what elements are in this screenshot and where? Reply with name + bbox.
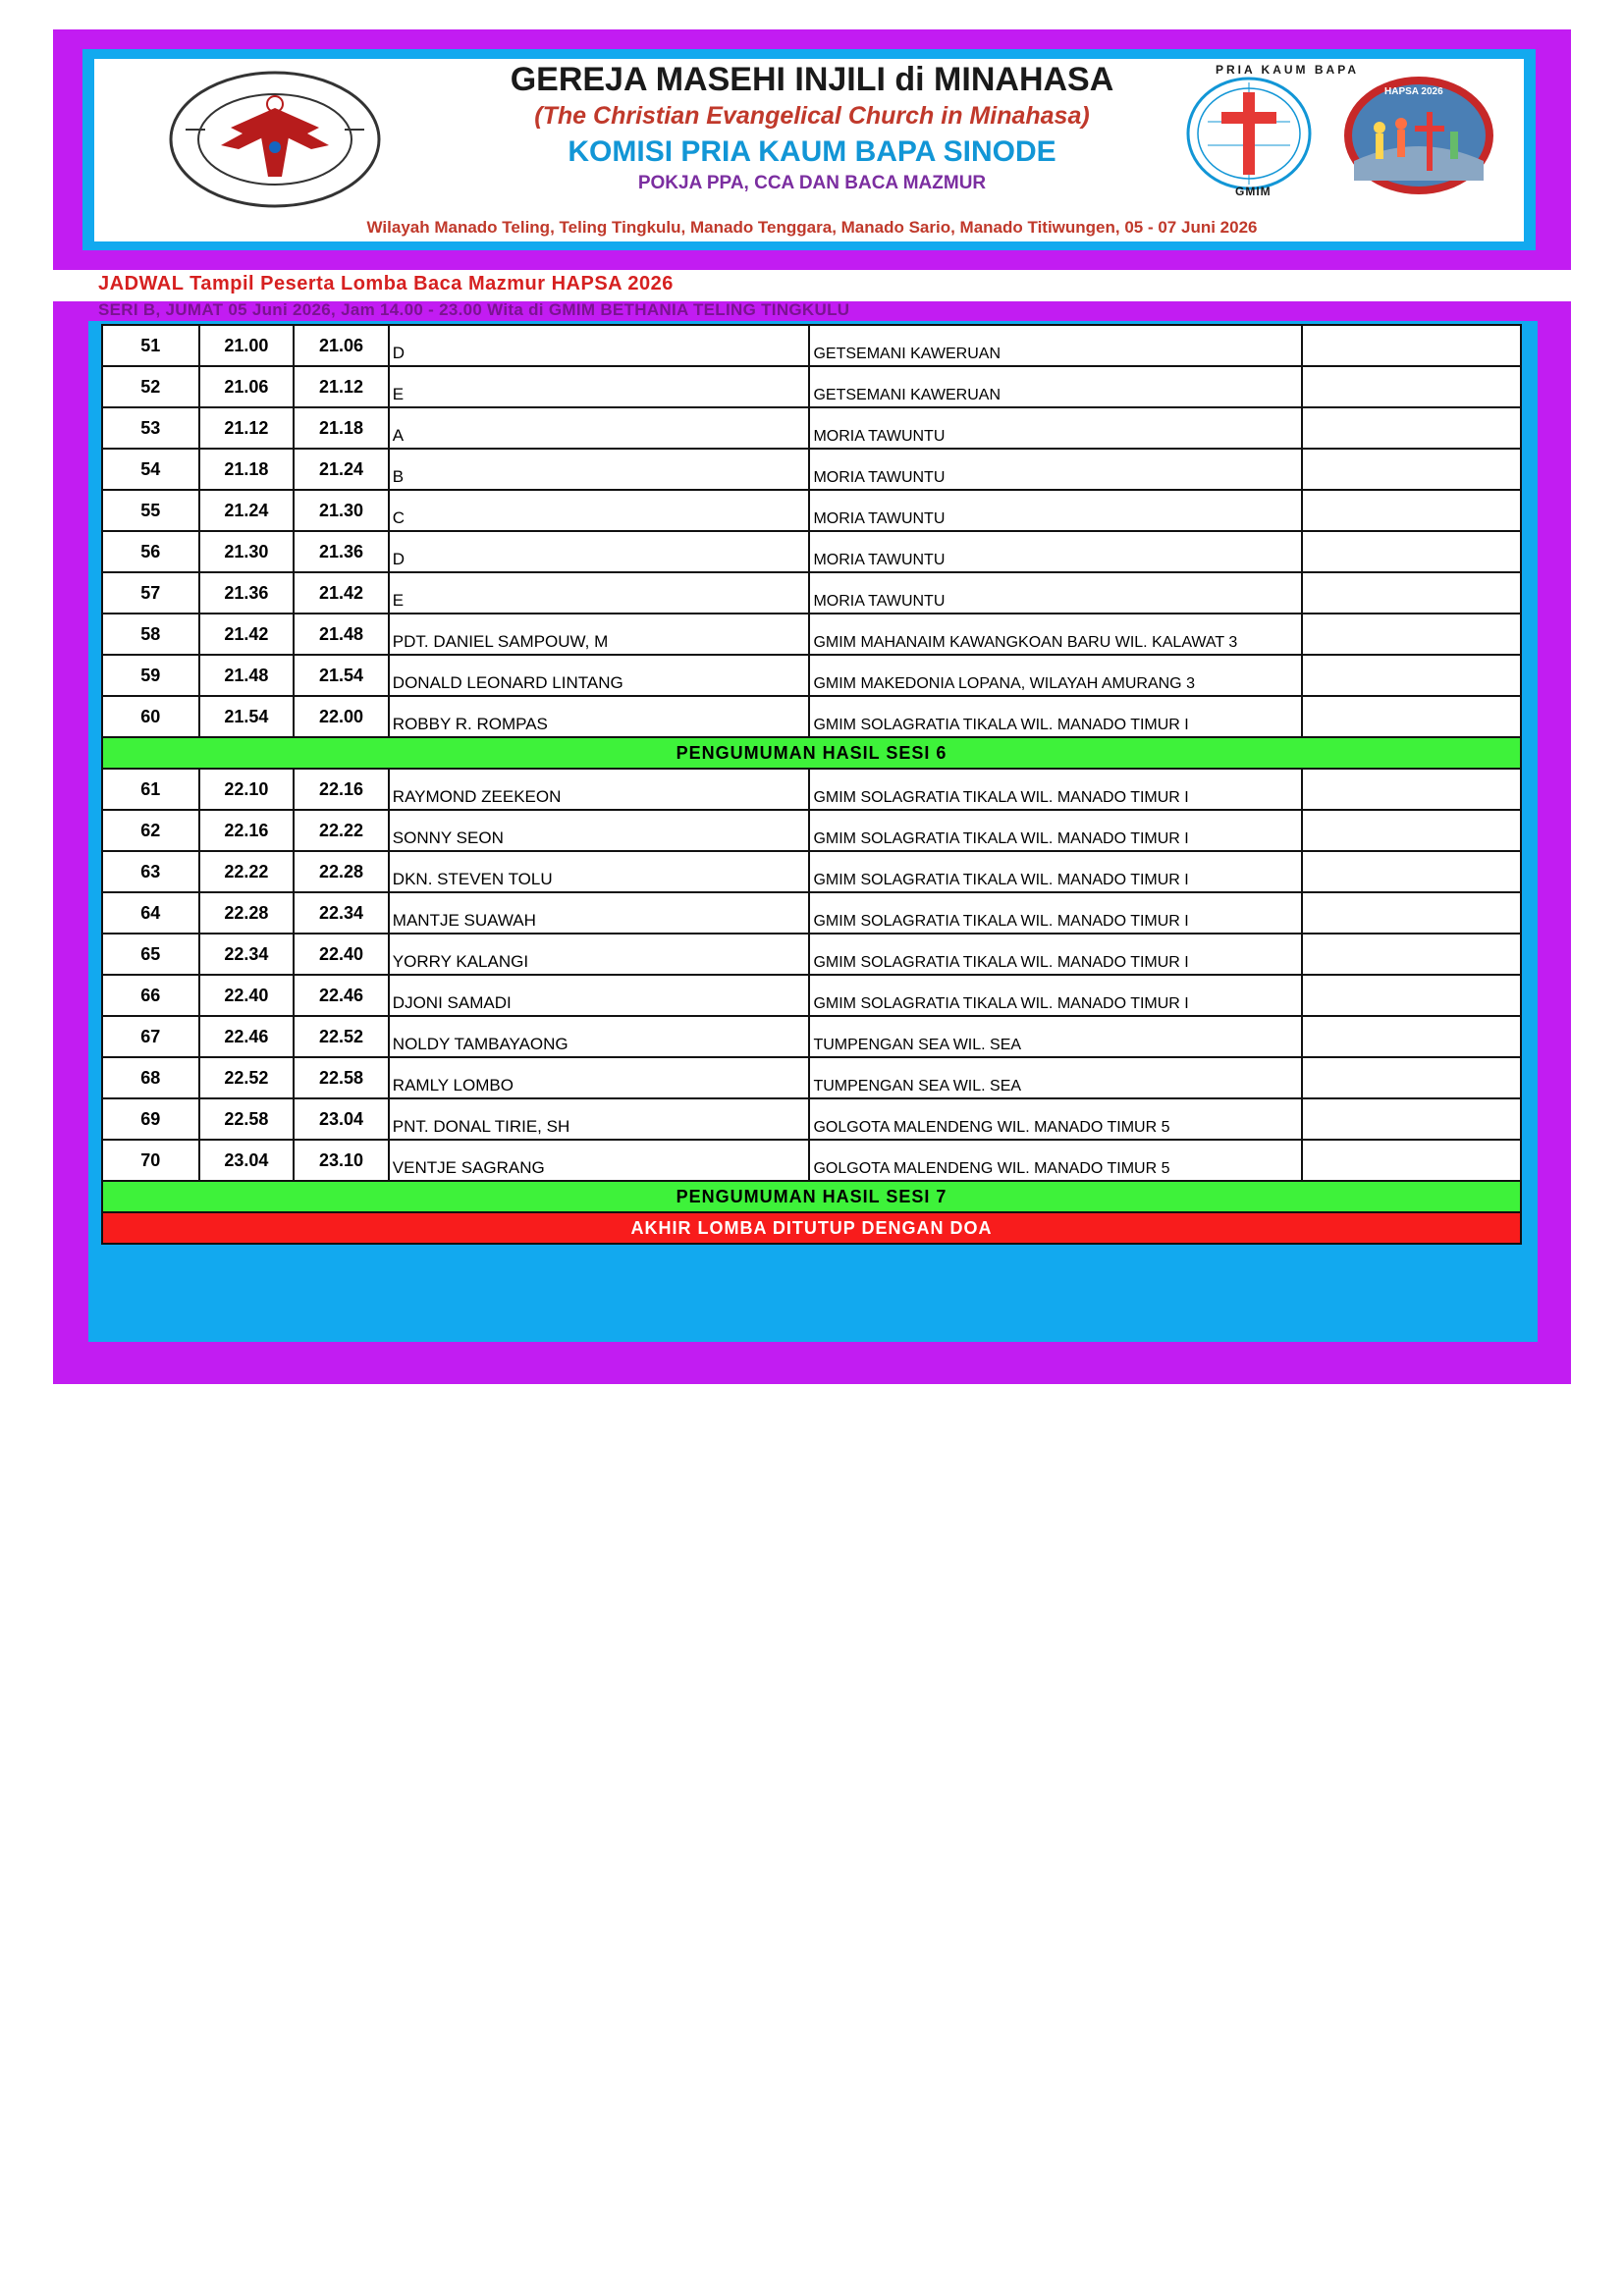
- empty-cell: [1302, 325, 1521, 366]
- end-time-text: 22.40: [318, 943, 364, 964]
- end-time: [294, 810, 389, 851]
- participant-name: [389, 531, 810, 572]
- church-name: [809, 407, 1301, 449]
- participant-name: [389, 614, 810, 655]
- end-time-text: 22.00: [318, 706, 364, 726]
- table-row: [102, 769, 1521, 810]
- participant-number-text: 53: [140, 417, 161, 438]
- empty-cell: [1302, 366, 1521, 407]
- end-time: [294, 655, 389, 696]
- table-row: [102, 696, 1521, 737]
- participant-number: [102, 655, 199, 696]
- end-time-text: 22.58: [318, 1067, 364, 1088]
- end-time: [294, 449, 389, 490]
- participant-number-text: 60: [140, 706, 161, 726]
- participant-number-text: 68: [140, 1067, 161, 1088]
- empty-cell: [1302, 572, 1521, 614]
- venue-line: Wilayah Manado Teling, Teling Tingkulu, Manado Tenggara, Manado Sario, Manado Titiwungen, 05 - 07 Juni 2026: [366, 218, 1258, 237]
- closing-text: AKHIR LOMBA DITUTUP DENGAN DOA: [102, 1212, 1521, 1244]
- start-time-text: 22.28: [224, 902, 269, 923]
- start-time: [199, 407, 295, 449]
- participant-number: [102, 325, 199, 366]
- participant-name-text: SONNY SEON: [392, 828, 504, 847]
- participant-name-text: RAYMOND ZEEKEON: [392, 787, 562, 806]
- announcement-row-session-6: [102, 737, 1521, 769]
- participant-number: [102, 696, 199, 737]
- start-time-text: 21.18: [224, 458, 269, 479]
- table-row: [102, 892, 1521, 934]
- participant-name-text: D: [392, 550, 406, 568]
- announcement-row-session-7: [102, 1181, 1521, 1212]
- participant-name-text: ROBBY R. ROMPAS: [392, 715, 548, 733]
- church-name: [809, 810, 1301, 851]
- end-time-text: 22.46: [318, 985, 364, 1005]
- church-name: [809, 490, 1301, 531]
- church-name-text: MORIA TAWUNTU: [813, 552, 946, 568]
- end-time-text: 22.28: [318, 861, 364, 881]
- table-row: [102, 1016, 1521, 1057]
- church-name: [809, 892, 1301, 934]
- announcement-text: PENGUMUMAN HASIL SESI 6: [102, 737, 1521, 769]
- participant-name: [389, 696, 810, 737]
- participant-name: [389, 1140, 810, 1181]
- church-name-text: GETSEMANI KAWERUAN: [813, 346, 1001, 362]
- end-time: [294, 1098, 389, 1140]
- empty-cell: [1302, 1140, 1521, 1181]
- church-name-text: GOLGOTA MALENDENG WIL. MANADO TIMUR 5: [813, 1119, 1170, 1136]
- church-name-text: MORIA TAWUNTU: [813, 428, 946, 445]
- participant-name-text: C: [392, 508, 406, 527]
- church-name-text: GMIM SOLAGRATIA TIKALA WIL. MANADO TIMUR I: [813, 913, 1189, 930]
- participant-number: [102, 366, 199, 407]
- participant-number: [102, 1140, 199, 1181]
- church-name-text: GMIM SOLAGRATIA TIKALA WIL. MANADO TIMUR I: [813, 789, 1189, 806]
- participant-name-text: DJONI SAMADI: [392, 993, 512, 1012]
- start-time: [199, 1140, 295, 1181]
- participant-number-text: 61: [140, 778, 161, 799]
- schedule-table: [101, 324, 1522, 1245]
- start-time-text: 21.24: [224, 500, 269, 520]
- start-time-text: 21.54: [224, 706, 269, 726]
- end-time: [294, 325, 389, 366]
- empty-cell: [1302, 1098, 1521, 1140]
- start-time-text: 22.10: [224, 778, 269, 799]
- participant-number-text: 57: [140, 582, 161, 603]
- church-name: [809, 975, 1301, 1016]
- table-row: [102, 1098, 1521, 1140]
- church-name-text: GOLGOTA MALENDENG WIL. MANADO TIMUR 5: [813, 1160, 1170, 1177]
- end-time-text: 21.54: [318, 665, 364, 685]
- empty-cell: [1302, 696, 1521, 737]
- participant-number: [102, 1098, 199, 1140]
- church-title: GEREJA MASEHI INJILI di MINAHASA: [510, 61, 1114, 98]
- empty-cell: [1302, 1057, 1521, 1098]
- table-row: [102, 531, 1521, 572]
- start-time-text: 21.00: [224, 335, 269, 355]
- empty-cell: [1302, 769, 1521, 810]
- start-time: [199, 614, 295, 655]
- participant-name: [389, 851, 810, 892]
- church-name-text: GMIM SOLAGRATIA TIKALA WIL. MANADO TIMUR I: [813, 830, 1189, 847]
- participant-name: [389, 975, 810, 1016]
- start-time-text: 23.04: [224, 1149, 269, 1170]
- church-name: [809, 934, 1301, 975]
- end-time: [294, 407, 389, 449]
- end-time: [294, 1140, 389, 1181]
- table-row: [102, 407, 1521, 449]
- schedule-subtitle: SERI B, JUMAT 05 Juni 2026, Jam 14.00 - 23.00 Wita di GMIM BETHANIA TELING TINGKULU: [98, 300, 850, 319]
- church-name: [809, 531, 1301, 572]
- empty-cell: [1302, 449, 1521, 490]
- church-name-text: GETSEMANI KAWERUAN: [813, 387, 1001, 403]
- participant-number-text: 54: [140, 458, 161, 479]
- empty-cell: [1302, 655, 1521, 696]
- participant-number-text: 51: [140, 335, 161, 355]
- church-name: [809, 1140, 1301, 1181]
- participant-number: [102, 975, 199, 1016]
- start-time-text: 22.22: [224, 861, 269, 881]
- participant-number-text: 63: [140, 861, 161, 881]
- participant-name-text: PNT. DONAL TIRIE, SH: [392, 1117, 570, 1136]
- end-time: [294, 975, 389, 1016]
- empty-cell: [1302, 851, 1521, 892]
- participant-number: [102, 851, 199, 892]
- participant-number-text: 56: [140, 541, 161, 561]
- participant-number: [102, 1057, 199, 1098]
- church-name-text: GMIM MAKEDONIA LOPANA, WILAYAH AMURANG 3: [813, 675, 1195, 692]
- end-time-text: 21.24: [318, 458, 364, 479]
- start-time: [199, 325, 295, 366]
- participant-number: [102, 490, 199, 531]
- table-row: [102, 1057, 1521, 1098]
- start-time-text: 22.58: [224, 1108, 269, 1129]
- start-time: [199, 572, 295, 614]
- church-name-text: GMIM SOLAGRATIA TIKALA WIL. MANADO TIMUR I: [813, 995, 1189, 1012]
- participant-number-text: 69: [140, 1108, 161, 1129]
- start-time-text: 22.34: [224, 943, 269, 964]
- participant-name: [389, 366, 810, 407]
- end-time-text: 23.10: [318, 1149, 364, 1170]
- participant-number-text: 64: [140, 902, 161, 923]
- participant-number-text: 70: [140, 1149, 161, 1170]
- start-time: [199, 810, 295, 851]
- empty-cell: [1302, 975, 1521, 1016]
- table-row: [102, 614, 1521, 655]
- church-name: [809, 572, 1301, 614]
- participant-name-text: PDT. DANIEL SAMPOUW, M: [392, 632, 609, 651]
- church-name-text: GMIM MAHANAIM KAWANGKOAN BARU WIL. KALAWAT 3: [813, 634, 1238, 651]
- table-row: [102, 1140, 1521, 1181]
- empty-cell: [1302, 407, 1521, 449]
- church-name: [809, 1098, 1301, 1140]
- participant-number: [102, 892, 199, 934]
- empty-cell: [1302, 614, 1521, 655]
- announcement-text: PENGUMUMAN HASIL SESI 7: [102, 1181, 1521, 1212]
- participant-number: [102, 810, 199, 851]
- end-time-text: 21.06: [318, 335, 364, 355]
- participant-number: [102, 769, 199, 810]
- participant-name-text: DONALD LEONARD LINTANG: [392, 673, 623, 692]
- table-row: [102, 325, 1521, 366]
- participant-name-text: DKN. STEVEN TOLU: [392, 870, 553, 888]
- end-time: [294, 1016, 389, 1057]
- church-name-text: TUMPENGAN SEA WIL. SEA: [813, 1037, 1022, 1053]
- participant-number-text: 67: [140, 1026, 161, 1046]
- participant-name-text: MANTJE SUAWAH: [392, 911, 536, 930]
- end-time-text: 22.22: [318, 820, 364, 840]
- table-row: [102, 810, 1521, 851]
- participant-number-text: 58: [140, 623, 161, 644]
- participant-number: [102, 614, 199, 655]
- start-time: [199, 1016, 295, 1057]
- end-time: [294, 934, 389, 975]
- church-name-text: MORIA TAWUNTU: [813, 593, 946, 610]
- end-time-text: 21.18: [318, 417, 364, 438]
- empty-cell: [1302, 892, 1521, 934]
- end-time: [294, 614, 389, 655]
- participant-name-text: YORRY KALANGI: [392, 952, 529, 971]
- participant-number: [102, 531, 199, 572]
- empty-cell: [1302, 490, 1521, 531]
- participant-name: [389, 769, 810, 810]
- participant-name-text: E: [392, 591, 405, 610]
- closing-row: [102, 1212, 1521, 1244]
- participant-number: [102, 449, 199, 490]
- start-time-text: 22.46: [224, 1026, 269, 1046]
- table-row: [102, 851, 1521, 892]
- table-row: [102, 975, 1521, 1016]
- participant-name-text: B: [392, 467, 405, 486]
- pokja-title: POKJA PPA, CCA DAN BACA MAZMUR: [637, 173, 987, 193]
- end-time-text: 21.48: [318, 623, 364, 644]
- start-time: [199, 851, 295, 892]
- church-name: [809, 366, 1301, 407]
- start-time-text: 21.30: [224, 541, 269, 561]
- empty-cell: [1302, 1016, 1521, 1057]
- empty-cell: [1302, 531, 1521, 572]
- schedule-title: JADWAL Tampil Peserta Lomba Baca Mazmur HAPSA 2026: [98, 273, 674, 294]
- participant-number-text: 55: [140, 500, 161, 520]
- church-name-text: GMIM SOLAGRATIA TIKALA WIL. MANADO TIMUR I: [813, 717, 1189, 733]
- participant-name: [389, 1098, 810, 1140]
- pria-kaum-bapa-arc-text: PRIA KAUM BAPA: [1216, 63, 1359, 77]
- participant-name-text: NOLDY TAMBAYAONG: [392, 1035, 568, 1053]
- church-name: [809, 1057, 1301, 1098]
- church-name: [809, 655, 1301, 696]
- end-time-text: 21.42: [318, 582, 364, 603]
- start-time-text: 21.48: [224, 665, 269, 685]
- participant-name-text: E: [392, 385, 405, 403]
- start-time: [199, 1057, 295, 1098]
- participant-name: [389, 449, 810, 490]
- start-time: [199, 696, 295, 737]
- end-time: [294, 366, 389, 407]
- participant-name-text: RAMLY LOMBO: [392, 1076, 514, 1095]
- participant-number: [102, 934, 199, 975]
- participant-number: [102, 407, 199, 449]
- church-name-text: GMIM SOLAGRATIA TIKALA WIL. MANADO TIMUR I: [813, 872, 1189, 888]
- participant-number-text: 62: [140, 820, 161, 840]
- table-row: [102, 490, 1521, 531]
- start-time-text: 22.40: [224, 985, 269, 1005]
- participant-number: [102, 572, 199, 614]
- end-time-text: 23.04: [318, 1108, 364, 1129]
- church-name: [809, 1016, 1301, 1057]
- end-time: [294, 851, 389, 892]
- participant-name: [389, 655, 810, 696]
- start-time-text: 21.06: [224, 376, 269, 397]
- church-name: [809, 614, 1301, 655]
- participant-number-text: 66: [140, 985, 161, 1005]
- participant-name: [389, 572, 810, 614]
- participant-name: [389, 407, 810, 449]
- participant-name: [389, 1016, 810, 1057]
- table-row: [102, 934, 1521, 975]
- start-time: [199, 975, 295, 1016]
- end-time-text: 21.12: [318, 376, 364, 397]
- church-name-text: MORIA TAWUNTU: [813, 510, 946, 527]
- end-time-text: 22.52: [318, 1026, 364, 1046]
- church-name: [809, 769, 1301, 810]
- start-time: [199, 490, 295, 531]
- participant-number: [102, 1016, 199, 1057]
- start-time: [199, 769, 295, 810]
- participant-name: [389, 892, 810, 934]
- start-time: [199, 892, 295, 934]
- end-time: [294, 1057, 389, 1098]
- participant-number-text: 52: [140, 376, 161, 397]
- church-name: [809, 851, 1301, 892]
- participant-name-text: VENTJE SAGRANG: [392, 1158, 545, 1177]
- participant-name-text: D: [392, 344, 406, 362]
- church-name-text: MORIA TAWUNTU: [813, 469, 946, 486]
- start-time: [199, 934, 295, 975]
- participant-name-text: A: [392, 426, 405, 445]
- end-time: [294, 572, 389, 614]
- participant-name: [389, 325, 810, 366]
- start-time: [199, 449, 295, 490]
- end-time-text: 21.36: [318, 541, 364, 561]
- start-time-text: 21.42: [224, 623, 269, 644]
- end-time: [294, 892, 389, 934]
- start-time: [199, 531, 295, 572]
- empty-cell: [1302, 934, 1521, 975]
- participant-number-text: 59: [140, 665, 161, 685]
- church-name: [809, 325, 1301, 366]
- start-time: [199, 655, 295, 696]
- church-name-text: TUMPENGAN SEA WIL. SEA: [813, 1078, 1022, 1095]
- participant-name: [389, 490, 810, 531]
- start-time: [199, 366, 295, 407]
- start-time-text: 21.36: [224, 582, 269, 603]
- participant-number-text: 65: [140, 943, 161, 964]
- commission-title: KOMISI PRIA KAUM BAPA SINODE: [568, 135, 1056, 168]
- start-time-text: 21.12: [224, 417, 269, 438]
- participant-name: [389, 1057, 810, 1098]
- table-row: [102, 366, 1521, 407]
- end-time: [294, 531, 389, 572]
- church-name: [809, 449, 1301, 490]
- table-row: [102, 449, 1521, 490]
- gmim-small-text: GMIM: [1235, 185, 1272, 198]
- end-time-text: 21.30: [318, 500, 364, 520]
- start-time-text: 22.52: [224, 1067, 269, 1088]
- table-row: [102, 655, 1521, 696]
- participant-name: [389, 934, 810, 975]
- participant-name: [389, 810, 810, 851]
- church-name: [809, 696, 1301, 737]
- church-name-text: GMIM SOLAGRATIA TIKALA WIL. MANADO TIMUR I: [813, 954, 1189, 971]
- end-time-text: 22.16: [318, 778, 364, 799]
- start-time: [199, 1098, 295, 1140]
- table-row: [102, 572, 1521, 614]
- empty-cell: [1302, 810, 1521, 851]
- end-time: [294, 696, 389, 737]
- end-time: [294, 490, 389, 531]
- end-time: [294, 769, 389, 810]
- start-time-text: 22.16: [224, 820, 269, 840]
- church-subtitle: (The Christian Evangelical Church in Minahasa): [534, 102, 1090, 130]
- hapsa-logo-text: HAPSA 2026: [1384, 86, 1443, 97]
- end-time-text: 22.34: [318, 902, 364, 923]
